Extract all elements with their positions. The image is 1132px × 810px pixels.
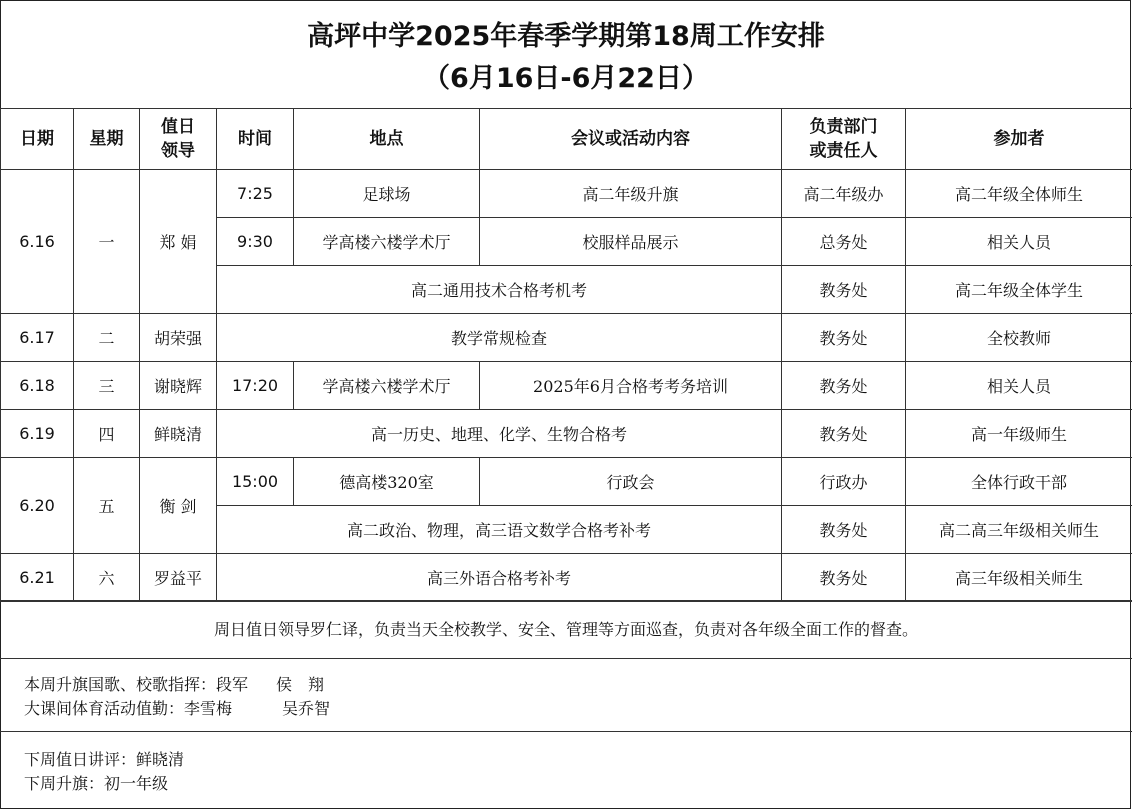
table-row (1, 554, 1132, 602)
next-week-footer (0, 731, 1132, 809)
cell-dept: 高二年级办 (782, 170, 906, 218)
cell-participants: 高二年级全体学生 (906, 266, 1132, 314)
table-header-row (1, 109, 1132, 170)
cell-dept: 教务处 (782, 410, 906, 458)
cell-weekday: 一 (74, 170, 140, 314)
header-date: 日期 (1, 109, 74, 170)
cell-dept: 教务处 (782, 314, 906, 362)
title-block (0, 0, 1132, 108)
cell-weekday: 三 (74, 362, 140, 410)
table-row (1, 362, 1132, 410)
cell-participants: 高二年级全体师生 (906, 170, 1132, 218)
cell-weekday: 五 (74, 458, 140, 554)
flag-conductor-line: 本周升旗国歌、校歌指挥：段军 侯 翔 (24, 675, 325, 694)
cell-time: 15:00 (217, 458, 294, 506)
page-subtitle-date-range: （6月16日-6月22日） (423, 63, 709, 94)
cell-dept: 教务处 (782, 362, 906, 410)
cell-merged-activity: 高二政治、物理，高三语文数学合格考补考 (217, 506, 782, 554)
cell-weekday: 六 (74, 554, 140, 602)
cell-date: 6.18 (1, 362, 74, 410)
cell-date: 6.17 (1, 314, 74, 362)
page-title: 高坪中学2025年春季学期第18周工作安排 (307, 21, 825, 52)
table-row (1, 458, 1132, 506)
header-weekday: 星期 (74, 109, 140, 170)
cell-leader: 谢晓辉 (140, 362, 217, 410)
header-place: 地点 (294, 109, 480, 170)
cell-date: 6.21 (1, 554, 74, 602)
cell-date: 6.16 (1, 170, 74, 314)
cell-weekday: 二 (74, 314, 140, 362)
cell-merged-activity: 高二通用技术合格考机考 (217, 266, 782, 314)
cell-date: 6.20 (1, 458, 74, 554)
cell-participants: 全体行政干部 (906, 458, 1132, 506)
cell-content: 校服样品展示 (480, 218, 782, 266)
cell-leader: 胡荣强 (140, 314, 217, 362)
cell-participants: 高三年级相关师生 (906, 554, 1132, 602)
cell-time: 17:20 (217, 362, 294, 410)
recess-duty-line: 大课间体育活动值勤：李雪梅 吴乔智 (24, 699, 331, 718)
sunday-duty-note: 周日值日领导罗仁译，负责当天全校教学、安全、管理等方面巡查，负责对各年级全面工作的督查。 (0, 600, 1132, 658)
cell-leader: 郑 娟 (140, 170, 217, 314)
table-row (1, 314, 1132, 362)
cell-place: 学高楼六楼学术厅 (294, 218, 480, 266)
table-row (1, 170, 1132, 218)
cell-content: 行政会 (480, 458, 782, 506)
cell-participants: 相关人员 (906, 362, 1132, 410)
cell-time: 9:30 (217, 218, 294, 266)
header-leader: 值日 领导 (140, 109, 217, 170)
cell-merged-activity: 教学常规检查 (217, 314, 782, 362)
cell-merged-activity: 高一历史、地理、化学、生物合格考 (217, 410, 782, 458)
cell-dept: 教务处 (782, 554, 906, 602)
cell-place: 德高楼320室 (294, 458, 480, 506)
cell-merged-activity: 高三外语合格考补考 (217, 554, 782, 602)
weekly-duty-footer (0, 658, 1132, 731)
cell-content: 2025年6月合格考考务培训 (480, 362, 782, 410)
cell-weekday: 四 (74, 410, 140, 458)
cell-content: 高二年级升旗 (480, 170, 782, 218)
cell-place: 学高楼六楼学术厅 (294, 362, 480, 410)
header-dept: 负责部门 或责任人 (782, 109, 906, 170)
cell-participants: 高二高三年级相关师生 (906, 506, 1132, 554)
cell-date: 6.19 (1, 410, 74, 458)
header-content: 会议或活动内容 (480, 109, 782, 170)
cell-leader: 鲜晓清 (140, 410, 217, 458)
schedule-table (0, 108, 1132, 602)
header-time: 时间 (217, 109, 294, 170)
cell-dept: 总务处 (782, 218, 906, 266)
next-week-review-line: 下周值日讲评：鲜晓清 (24, 750, 185, 769)
cell-dept: 教务处 (782, 266, 906, 314)
cell-leader: 罗益平 (140, 554, 217, 602)
header-participants: 参加者 (906, 109, 1132, 170)
cell-participants: 全校教师 (906, 314, 1132, 362)
next-week-flag-line: 下周升旗：初一年级 (24, 774, 169, 793)
cell-leader: 衡 剑 (140, 458, 217, 554)
cell-place: 足球场 (294, 170, 480, 218)
cell-time: 7:25 (217, 170, 294, 218)
table-row (1, 410, 1132, 458)
cell-participants: 相关人员 (906, 218, 1132, 266)
cell-participants: 高一年级师生 (906, 410, 1132, 458)
cell-dept: 行政办 (782, 458, 906, 506)
cell-dept: 教务处 (782, 506, 906, 554)
